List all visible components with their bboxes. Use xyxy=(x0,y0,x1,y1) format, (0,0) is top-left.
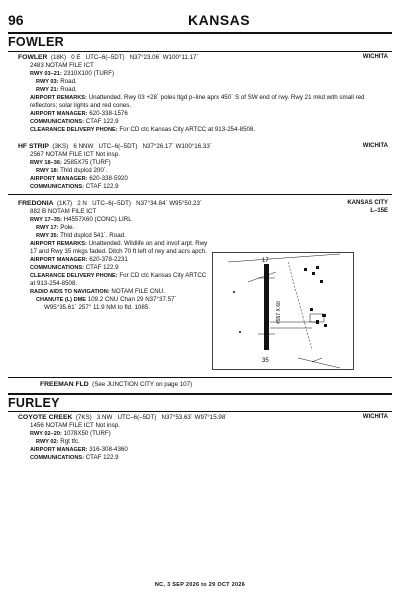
building xyxy=(310,308,313,311)
runway-end-17-label: 17 xyxy=(262,258,269,264)
city-heading-fowler: FOWLER xyxy=(8,35,64,49)
header-rule xyxy=(8,32,392,34)
city-rule-top-furley xyxy=(8,393,392,395)
airport-name: COYOTE CREEK xyxy=(18,414,73,421)
ditch-line xyxy=(288,262,312,350)
freeman-entry xyxy=(40,381,192,388)
runway-17-35 xyxy=(264,264,269,350)
building xyxy=(320,280,323,283)
building xyxy=(316,266,319,269)
airport-entry-fowler: FOWLER (18K) 0 E UTC–6(–5DT) N37°23.06´ W100°11.17´ WICHITA 2483 NOTAM FILE ICT RWY 03–21: 2310X100 (TURF) RWY 03: Road. RWY 21: Road. AIRPORT REMARKS: Unattended. Rwy 03 +28´ poles ltgd p–line aprx 450´ S of SW end of rwy. Rwy 21 mkd with small red reflectors; solar lights and red cones. AIRPORT MANAGER: 620-338-1576 COMMUNICATIONS: CTAF 122.9 CLEARANCE DELIVERY PHONE: For CD ctc Kansas City ARTCC at 913-254-8508. xyxy=(18,54,388,133)
airport-diagram xyxy=(212,252,354,370)
page-footer: NC, 3 SEP 2026 to 29 OCT 2026 xyxy=(154,582,246,588)
airport-entry-fredonia: FREDONIA (1K7) 2 N UTC–6(–5DT) N37°34.84´ W95°50.23´ KANSAS CITY L–15E 882 B NOTAM FILE ICT RWY 17–35: H4557X60 (CONC) LIRL RWY 17: Pole. RWY 35: Thld dsplcd 541´. Road. AIRPORT REMARKS: Unattended. Wildlife on and invof arpt. Rwy 17 and Rwy 35 mkgs faded. Ditch 70 ft left of rwy and acrs apch. AIRPORT MANAGER: 620-378-2231 COMMUNICATIONS: CTAF 122.9 CLEARANCE DELIVERY PHONE: For CD ctc Kansas City ARTCC at 913-254-8508. RADIO AIDS TO NAVIGATION: NOTAM FILE CNU. CHANUTE (L) DME 109.2 CNU Chan 29 N37°37.57´ W95°35.61´ 257° 11.9 NM to fld. 1085. xyxy=(18,200,388,311)
building xyxy=(304,268,307,271)
region-label: WICHITA xyxy=(362,414,388,420)
region-label: WICHITA xyxy=(362,143,388,149)
road xyxy=(228,254,340,262)
obstacle-marker xyxy=(239,331,241,333)
airport-entry-hf-strip: HF STRIP (3KS) 6 NNW UTC–6(–5DT) N37°26.17´ W100°16.33´ WICHITA 2567 NOTAM FILE ICT Not insp. RWY 18–36: 2585X75 (TURF) RWY 18: Thld dsplcd 200´. AIRPORT MANAGER: 620-338-5920 COMMUNICATIONS: CTAF 122.9 xyxy=(18,143,388,190)
city-heading-furley: FURLEY xyxy=(8,396,60,410)
region-label: WICHITA xyxy=(362,54,388,60)
runway-end-35-label: 35 xyxy=(262,358,269,364)
airport-name: FOWLER xyxy=(18,54,48,61)
region-label: KANSAS CITY L–15E xyxy=(347,200,388,214)
section-rule-fredonia xyxy=(8,194,392,195)
runway-dimensions-label: 4557 X 60 xyxy=(276,301,282,324)
building xyxy=(324,324,327,327)
obstacle-marker xyxy=(233,291,235,293)
city-rule-fowler xyxy=(8,51,392,52)
cross-reference: (See JUNCTION CITY on page 107) xyxy=(92,381,193,388)
building xyxy=(312,272,315,275)
section-rule-freeman xyxy=(8,377,392,378)
road xyxy=(248,272,276,282)
airport-entry-coyote-creek: COYOTE CREEK (7KS) 3 NW UTC–6(–5DT) N37°53.63´ W97°15.98´ WICHITA 1456 NOTAM FILE ICT Not insp. RWY 02–20: 1078X50 (TURF) RWY 02: Rgt tfc. AIRPORT MANAGER: 316-308-4360 COMMUNICATIONS: CTAF 122.9 xyxy=(18,414,388,461)
page-number: 96 xyxy=(8,12,24,28)
state-title: KANSAS xyxy=(188,12,251,28)
airport-name: FREEMAN FLD xyxy=(40,381,89,388)
page-header xyxy=(8,8,392,30)
airport-name: FREDONIA xyxy=(18,200,54,207)
diagram-frame xyxy=(213,253,354,370)
airport-name: HF STRIP xyxy=(18,143,49,150)
city-rule-furley xyxy=(8,411,392,412)
road xyxy=(312,358,322,362)
road xyxy=(298,358,340,368)
